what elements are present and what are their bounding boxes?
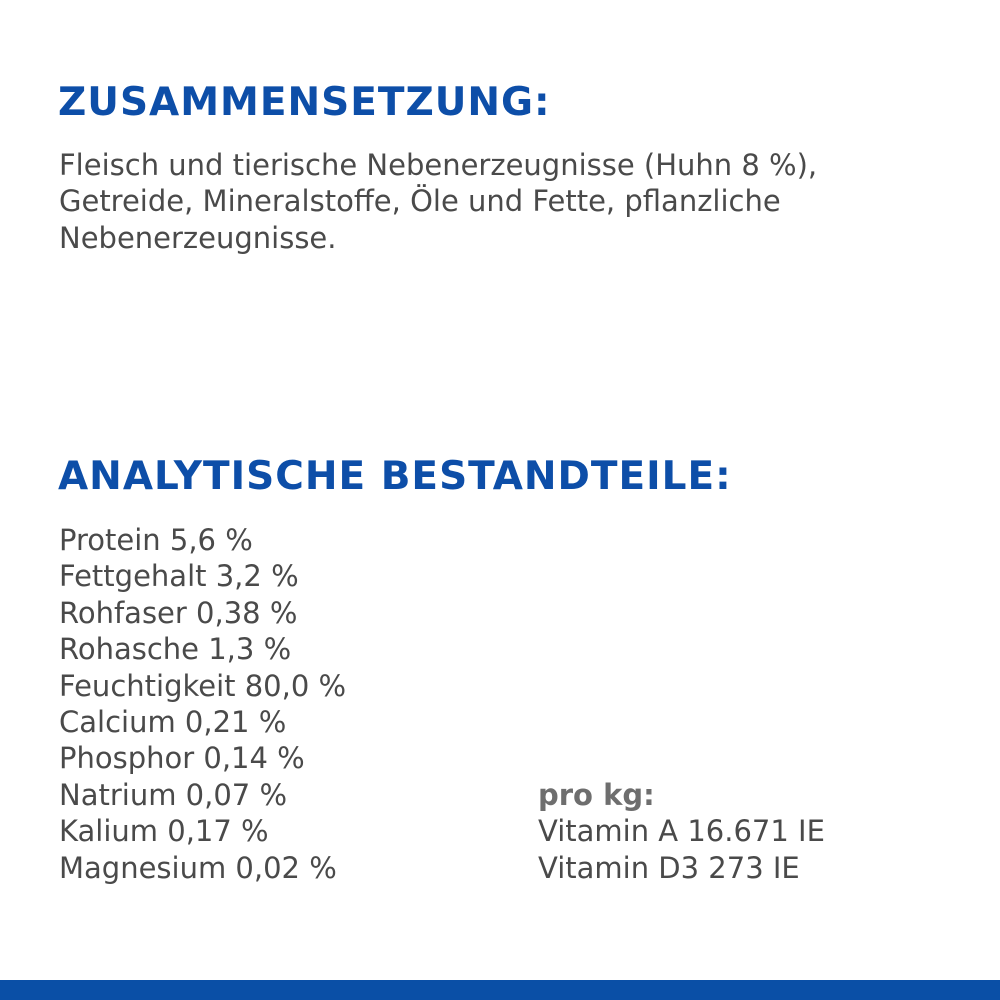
composition-line: Nebenerzeugnisse. — [59, 220, 337, 255]
list-item: Rohfaser 0,38 % — [59, 595, 298, 630]
list-item: Kalium 0,17 % — [59, 814, 269, 849]
analytical-heading: ANALYTISCHE BESTANDTEILE: — [58, 454, 732, 499]
list-item: Vitamin A 16.671 IE — [538, 814, 825, 849]
composition-text — [59, 147, 817, 256]
list-item: Protein 5,6 % — [59, 523, 253, 557]
list-item: Rohasche 1,3 % — [59, 632, 292, 667]
list-item: Feuchtigkeit 80,0 % — [59, 668, 347, 703]
list-item: Phosphor 0,14 % — [59, 741, 305, 776]
per-kg-list — [538, 777, 825, 886]
analytical-list — [59, 522, 346, 886]
composition-heading: ZUSAMMENSETZUNG: — [58, 80, 551, 125]
list-item: Magnesium 0,02 % — [59, 850, 337, 885]
list-item: Fettgehalt 3,2 % — [59, 559, 299, 594]
list-item: Calcium 0,21 % — [59, 704, 287, 739]
list-item: Natrium 0,07 % — [59, 777, 288, 812]
composition-line: Getreide, Mineralstoffe, Öle und Fette, pflanzliche — [59, 184, 781, 219]
footer-bar — [0, 980, 1000, 1000]
composition-line: Fleisch und tierische Nebenerzeugnisse (Huhn 8 %), — [59, 148, 818, 182]
per-kg-label: pro kg: — [538, 778, 655, 812]
list-item: Vitamin D3 273 IE — [538, 850, 800, 885]
